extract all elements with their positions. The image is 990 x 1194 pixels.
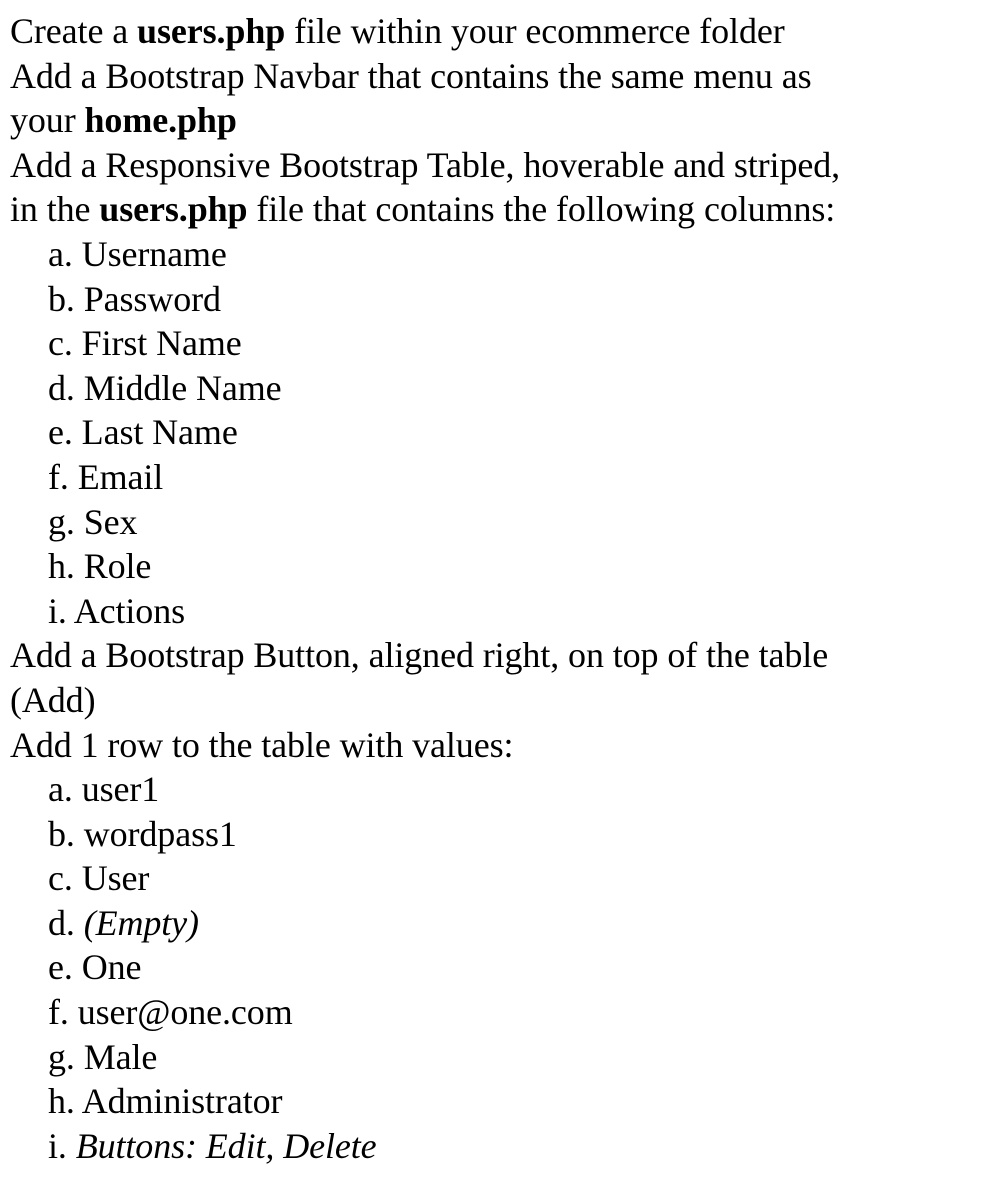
column-item: f. Email (48, 456, 164, 497)
row-value-prefix: c. (48, 858, 82, 899)
row-value: Administrator (81, 1081, 283, 1122)
row-value-item (10, 812, 980, 857)
row-value-prefix: g. (48, 1036, 84, 1077)
row-value-prefix: f. (48, 992, 78, 1033)
row-value-prefix: a. (48, 769, 82, 810)
users-php-filename: users.php (137, 11, 286, 51)
row-value-prefix: b. (48, 813, 84, 854)
row-value-item (10, 1124, 980, 1169)
step-table-line1: Add a Responsive Bootstrap Table, hoverable and striped, (10, 144, 841, 185)
users-php-filename-2: users.php (99, 189, 248, 230)
row-value-item (10, 945, 980, 990)
step-create-file (10, 9, 980, 54)
row-value-prefix: h. (48, 1081, 82, 1122)
row-value-prefix: i. (48, 1125, 76, 1166)
column-item: d. Middle Name (48, 367, 282, 408)
step-create-file-text-end: file within your ecommerce folder (285, 11, 785, 51)
row-value: Male (83, 1036, 158, 1077)
step-row-line1: Add 1 row to the table with values: (10, 724, 514, 765)
row-value-item (10, 990, 980, 1035)
instructions-document (10, 9, 980, 1168)
column-item: g. Sex (48, 501, 138, 542)
row-value-list (10, 767, 980, 1168)
row-value: wordpass1 (83, 813, 237, 854)
column-item: i. Actions (48, 590, 186, 631)
step-button-line1: Add a Bootstrap Button, aligned right, on top of the table (10, 635, 829, 676)
column-item: e. Last Name (48, 412, 238, 453)
row-value: One (81, 947, 142, 988)
column-item: b. Password (48, 278, 221, 319)
step-table-line2 (10, 187, 980, 232)
step-create-file-text: Create a (10, 11, 138, 51)
row-value: User (81, 858, 150, 899)
step-navbar-line1: Add a Bootstrap Navbar that contains the same menu as (10, 55, 812, 96)
column-item: a. Username (48, 233, 227, 274)
row-value: user@one.com (77, 992, 293, 1033)
step-table-text: in the (10, 189, 100, 230)
step-navbar-line2 (10, 98, 980, 143)
home-php-filename: home.php (84, 100, 237, 141)
row-value-empty: (Empty) (83, 902, 199, 943)
row-value-prefix: e. (48, 947, 82, 988)
row-value-prefix: d. (48, 902, 84, 943)
row-value: user1 (81, 769, 160, 810)
column-list (10, 232, 980, 633)
row-value-actions: Buttons: Edit, Delete (75, 1125, 377, 1166)
row-value-item (10, 856, 980, 901)
step-button-line2: (Add) (10, 679, 96, 720)
step-navbar-text: your (10, 100, 85, 141)
row-value-item (10, 1035, 980, 1080)
row-value-item (10, 901, 980, 946)
column-item: h. Role (48, 546, 152, 587)
step-table-text-end: file that contains the following columns: (247, 189, 836, 230)
row-value-item (10, 1079, 980, 1124)
row-value-item (10, 767, 980, 812)
column-item: c. First Name (48, 323, 242, 364)
